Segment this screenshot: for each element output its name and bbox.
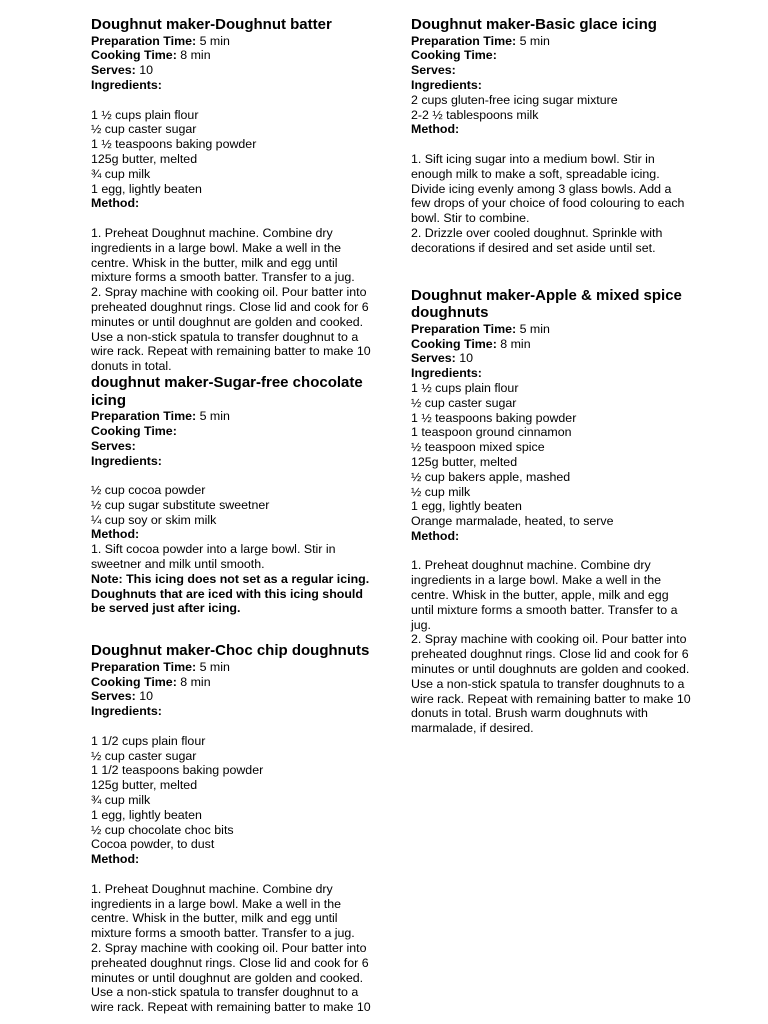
serves: Serves: 10 [411, 351, 474, 366]
ingredient-item: 125g butter, melted [411, 454, 518, 469]
method-text: 1. Sift cocoa powder into a large bowl. Stir in sweetner and milk until smooth. [91, 542, 336, 572]
ingredient-item: ½ cup sugar substitute sweetner [91, 497, 270, 512]
prep-time: Preparation Time: 5 min [411, 33, 550, 48]
recipe-choc-chip-doughnuts [91, 642, 391, 1015]
method-text: 1. Preheat Doughnut machine. Combine dry ingredients in a large bowl. Make a well in the centre. Whisk in the butter, milk and egg until mixture forms a smooth batter. Transfer to a jug. 2. Spray machine with cooking oil. Pour batter into preheated doughnut rings. Close lid and cook for 6 minutes or until doughnut are golden and cooked. Use a non-stick spatula to transfer doughnut to a wire rack. Repeat with remaining batter to make 10 donuts in total. [91, 225, 371, 374]
ingredient-list [411, 381, 711, 529]
ingredient-item: ½ cup caster sugar [411, 395, 517, 410]
prep-time: Preparation Time: 5 min [91, 659, 230, 674]
recipe-apple-mixed-spice-doughnuts [411, 287, 711, 737]
left-column [91, 16, 391, 1015]
ingredient-item: 125g butter, melted [91, 778, 198, 793]
ingredient-item: ½ cup chocolate choc bits [91, 822, 234, 837]
ingredient-item: ¾ cup milk [91, 793, 151, 808]
ingredient-list [411, 93, 711, 123]
ingredient-item: ½ cup bakers apple, mashed [411, 469, 571, 484]
serves: Serves: [411, 63, 456, 78]
recipe-title: doughnut maker-Sugar-free chocolate icing [91, 373, 363, 409]
ingredient-item: ¼ cup soy or skim milk [91, 512, 217, 527]
ingredients-heading: Ingredients: [91, 453, 162, 468]
prep-time: Preparation Time: 5 min [411, 321, 550, 336]
method-text: 1. Preheat Doughnut machine. Combine dry ingredients in a large bowl. Make a well in the centre. Whisk in the butter, milk and egg until mixture forms a smooth batter. Transfer to a jug. 2. Spray machine with cooking oil. Pour batter into preheated doughnut rings. Close lid and cook for 6 minutes or until doughnut are golden and cooked. Use a non-stick spatula to transfer doughnut to a wire rack. Repeat with remaining batter to make 10 [91, 881, 371, 1015]
cooking-time: Cooking Time: [91, 423, 177, 438]
ingredient-item: 1 egg, lightly beaten [91, 181, 202, 196]
ingredient-item: 2 cups gluten-free icing sugar mixture [411, 92, 618, 107]
right-column [411, 16, 711, 736]
ingredient-item: 1 1/2 cups plain flour [91, 733, 206, 748]
cooking-time: Cooking Time: 8 min [91, 674, 211, 689]
recipe-basic-glace-icing [411, 16, 711, 256]
ingredients-heading: Ingredients: [91, 704, 162, 719]
ingredient-list [91, 734, 391, 852]
ingredient-item: 1 ½ teaspoons baking powder [91, 137, 257, 152]
prep-time: Preparation Time: 5 min [91, 33, 230, 48]
ingredient-item: ¾ cup milk [91, 166, 151, 181]
method-text: 1. Preheat doughnut machine. Combine dry ingredients in a large bowl. Make a well in the centre. Whisk in the butter, apple, milk and egg until mixture forms a smooth batter. Transfer to a jug. 2. Spray machine with cooking oil. Pour batter into preheated doughnut rings. Close lid and cook for 6 minutes or until doughnuts are golden and cooked. Use a non-stick spatula to transfer doughnuts to a wire rack. Repeat with remaining batter to make 10 donuts in total. Brush warm doughnuts with marmalade, if desired. [411, 558, 691, 736]
ingredient-item: ½ cup milk [411, 484, 471, 499]
recipe-title: Doughnut maker-Choc chip doughnuts [91, 642, 370, 660]
ingredient-item: 1 1/2 teaspoons baking powder [91, 763, 264, 778]
serves: Serves: 10 [91, 63, 154, 78]
ingredient-item: ½ cup caster sugar [91, 122, 197, 137]
ingredient-item: 1 teaspoon ground cinnamon [411, 425, 572, 440]
recipe-title: Doughnut maker-Basic glace icing [411, 16, 657, 33]
prep-time: Preparation Time: 5 min [91, 409, 230, 424]
method-heading: Method: [91, 527, 140, 542]
method-heading: Method: [411, 528, 460, 543]
ingredient-item: ½ teaspoon mixed spice [411, 440, 545, 455]
ingredients-heading: Ingredients: [411, 77, 482, 92]
recipe-title: Doughnut maker-Apple & mixed spice doughnuts [411, 286, 682, 322]
ingredients-heading: Ingredients: [91, 77, 162, 92]
ingredient-item: ½ cup cocoa powder [91, 483, 206, 498]
recipe-doughnut-batter [91, 16, 391, 374]
ingredient-list [91, 108, 391, 197]
note-text: Note: This icing does not set as a regular icing. Doughnuts that are iced with this icing should be served just after icing. [91, 571, 370, 616]
method-heading: Method: [91, 852, 140, 867]
cooking-time: Cooking Time: 8 min [411, 336, 531, 351]
ingredient-item: 1 ½ cups plain flour [91, 107, 199, 122]
ingredient-item: ½ cup caster sugar [91, 748, 197, 763]
ingredient-item: Orange marmalade, heated, to serve [411, 514, 614, 529]
ingredient-item: Cocoa powder, to dust [91, 837, 215, 852]
ingredient-list [91, 483, 391, 527]
ingredient-item: 1 egg, lightly beaten [91, 807, 202, 822]
recipe-title: Doughnut maker-Doughnut batter [91, 16, 332, 33]
method-heading: Method: [411, 122, 460, 137]
ingredient-item: 1 ½ teaspoons baking powder [411, 410, 577, 425]
serves: Serves: 10 [91, 689, 154, 704]
cooking-time: Cooking Time: [411, 48, 497, 63]
ingredient-item: 2-2 ½ tablespoons milk [411, 107, 539, 122]
ingredient-item: 1 egg, lightly beaten [411, 499, 522, 514]
ingredients-heading: Ingredients: [411, 366, 482, 381]
serves: Serves: [91, 438, 136, 453]
recipe-sugar-free-chocolate-icing [91, 374, 391, 616]
ingredient-item: 1 ½ cups plain flour [411, 380, 519, 395]
cooking-time: Cooking Time: 8 min [91, 48, 211, 63]
ingredient-item: 125g butter, melted [91, 151, 198, 166]
method-text: 1. Sift icing sugar into a medium bowl. Stir in enough milk to make a soft, spreadable icing. Divide icing evenly among 3 glass bowls. Add a few drops of your choice of food colouring to each bowl. Stir to combine. 2. Drizzle over cooled doughnut. Sprinkle with decorations if desired and set aside until set. [411, 151, 685, 255]
method-heading: Method: [91, 196, 140, 211]
